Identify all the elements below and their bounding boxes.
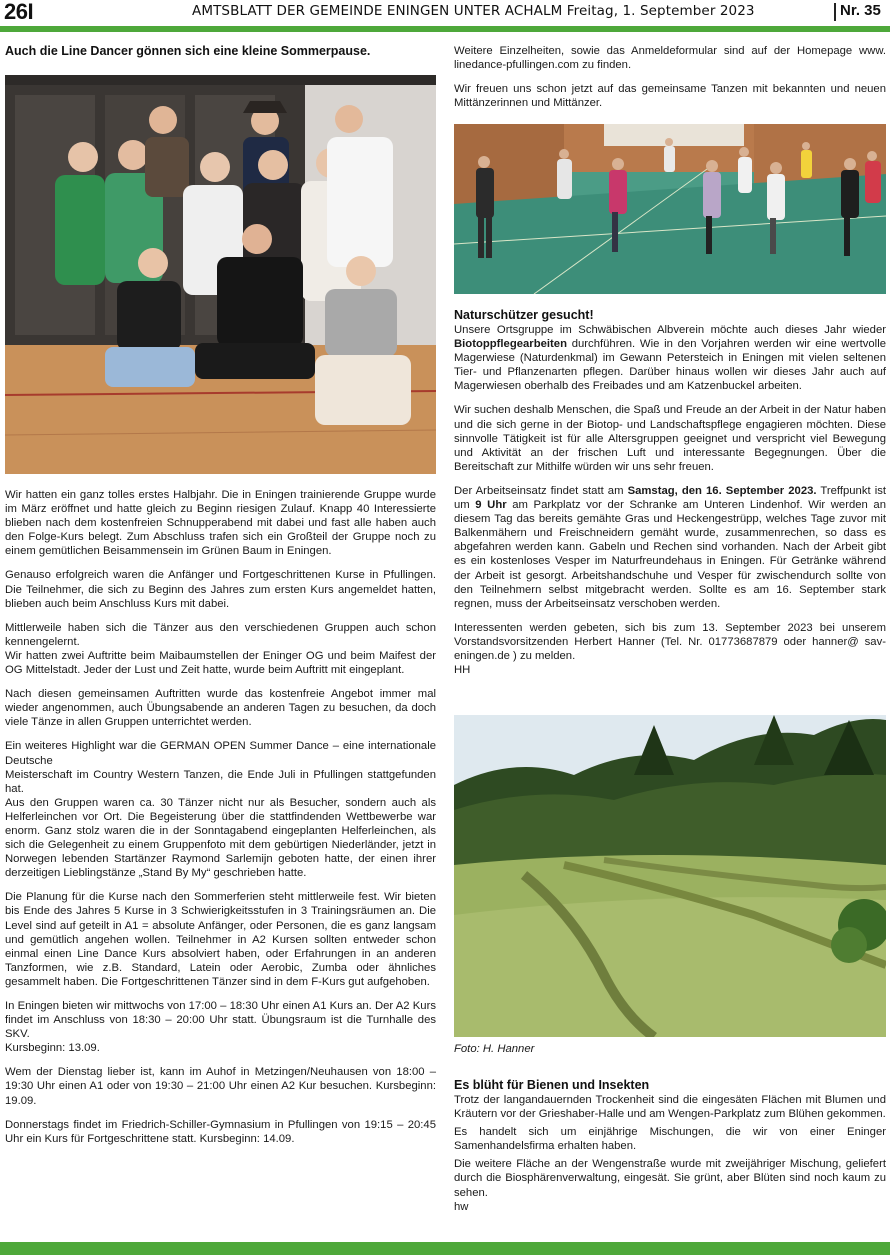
- text-run: Treffpunkt ist um: [454, 484, 886, 512]
- paragraph: Aus den Gruppen waren ca. 30 Tänzer nicht nur als Besucher, sondern auch als Helferleinchen vor Ort. Die Begeisterung über die stattfindenden Wettbewerbe war enorm. Ganz stolz waren die in der Sonntagabend eingeplanten Helferleinchen, als sich die Gelegenheit zu einem Gruppenfoto mit dem gebürtigen Niederländer, jetzt in Norwegen lebenden Startänzer Raymond Sarlemijn geboten hatte, der einen ihrer derzeitigen Lieblingstänze „Stand By My“ geschrieben hatte.: [5, 796, 436, 880]
- article-heading-line-dance: Auch die Line Dancer gönnen sich eine kleine Sommerpause.: [5, 44, 371, 58]
- meadow-photo: [454, 715, 886, 1037]
- photo-caption: Foto: H. Hanner: [454, 1043, 535, 1055]
- signature: HH: [454, 664, 471, 677]
- article-heading-bienen: Es blüht für Bienen und Insekten: [454, 1078, 650, 1092]
- text-run: Der Arbeitseinsatz findet statt am: [454, 484, 628, 497]
- bold-text: 9 Uhr: [475, 499, 507, 512]
- paragraph: Die Planung für die Kurse nach den Sommerferien steht mittlerweile fest. Wir bieten bis Ende des Jahres 5 Kurse in 3 Schwierigkeitsstufen in 3 Trainingsräumen an. Die Level sind auf geteilt in A1 = absolute Anfänger, oder Personen, die es ganz langsam und gemütlich angehen wollen. Teilnehmer in A2 Kursen sollten entweder schon einmal einen Line Dance Kurs absolviert haben, oder Erfahrungen in an anderen Tanzformen, wie z.B. Standard, Latein oder Aerobic, Zumba oder ähnliches gesammelt haben. Die Fortgeschrittenen Tänzer sind in dem F-Kurs gut aufgehoben.: [5, 891, 436, 988]
- header-rule: [0, 26, 890, 32]
- page-header: [0, 0, 890, 26]
- paragraph: Nach diesen gemeinsamen Auftritten wurde das kostenfreie Angebot immer mal wieder angenommen, auch Übungsabende an anderen Tagen zu besuchen, da doch viele Tänze in allen Gruppen unterrichtet werden.: [5, 688, 436, 729]
- text-run: Unsere Ortsgruppe im Schwäbischen Albverein möchte auch dieses Jahr wieder: [454, 324, 886, 336]
- footer-rule: [0, 1242, 890, 1255]
- paragraph: Meisterschaft im Country Western Tanzen, die Ende Juli in Pfullingen stattgefunden hat.: [5, 768, 436, 795]
- text-run: durchführen. Wie in den Vorjahren werden wir eine wertvolle Magerwiese (Naturdenkmal) im Gewann Petersteich in Eningen mit vielen seltenen Tier- und Pflanzenarten pflegen. Darüber hinaus wollen wir dieses Jahr auch auf Magerwiesen oberhalb des Freibades und am Katzenbuckel arbeiten.: [454, 338, 886, 393]
- group-photo: [5, 75, 436, 474]
- right-column-intro: [454, 44, 886, 110]
- paragraph: Weitere Einzelheiten, sowie das Anmeldeformular sind auf der Homepage www. linedance-pfullingen.com zu finden.: [454, 45, 886, 72]
- paragraph: [454, 323, 886, 393]
- publication-title: AMTSBLATT DER GEMEINDE ENINGEN UNTER ACHALM Freitag, 1. September 2023: [192, 3, 755, 19]
- paragraph: Kursbeginn: 13.09.: [5, 1042, 100, 1055]
- paragraph: Ein weiteres Highlight war die GERMAN OPEN Summer Dance – eine internationale Deutsche: [5, 740, 436, 767]
- bold-text: Samstag, den 16. September 2023.: [627, 484, 817, 497]
- header-separator: [834, 3, 836, 21]
- right-column-nature-article: [454, 308, 886, 677]
- text-run: am Parkplatz vor der Schranke am Unteren Lindenhof. Wir werden an diesem Tag das bereits gemähte Gras und Heckengestrüpp, welches Tage zuvor mit Balkenmähern und Freischneidern gemäht wurde, zusammenrechen, so dass es abgefahren werden kann. Gabeln und Rechen sind vorhanden. Nach der Arbeit gibt es ein kostenloses Vesper im Naturfreundehaus in Eningen. Für Getränke während der Arbeit ist gesorgt. Arbeitshandschuhe und Vesper für zwischendurch sollte von den Teilnehmern selbst mitgebracht werden. Sollte es am 16. September stark regnen, muss der Arbeitseinsatz verschoben werden.: [454, 499, 886, 610]
- paragraph: Wir freuen uns schon jetzt auf das gemeinsame Tanzen mit bekannten und neuen Mittänzerinnen und Mittänzer.: [454, 83, 886, 110]
- paragraph: Wem der Dienstag lieber ist, kann im Auhof in Metzingen/Neuhausen von 18:00 – 19:30 Uhr einen A1 oder von 19:30 – 21:00 Uhr einen A2 Kur besuchen. Kursbeginn: 19.09.: [5, 1066, 436, 1107]
- left-column-heading: [5, 44, 436, 59]
- paragraph: Wir hatten ein ganz tolles erstes Halbjahr. Die in Eningen trainierende Gruppe wurde im März eröffnet und hatte gleich zu Beginn riesigen Zulauf. Knapp 40 Interessierte blieben nach dem kostenfreien Schnupperabend mit dabei und fast alle haben auch den Folge-Kurs belegt. Zum Abschluss trafen sich ein Großteil der Gruppe noch zu einem gemütlichen Beisammensein im Grünen Baum in Eningen.: [5, 489, 436, 558]
- paragraph: [454, 484, 886, 611]
- paragraph: Es handelt sich um einjährige Mischungen, die wir von einer Eninger Samenhandelsfirma erhalten haben.: [454, 1126, 886, 1153]
- photo-caption-block: [454, 1042, 886, 1056]
- dance-hall-photo: [454, 124, 886, 294]
- paragraph: In Eningen bieten wir mittwochs von 17:00 – 18:30 Uhr einen A1 Kurs an. Der A2 Kurs findet im Anschluss von 18:30 – 20:00 Uhr statt. Übungsraum ist die Turnhalle des SKV.: [5, 1000, 436, 1041]
- bold-text: Biotoppflegearbeiten: [454, 338, 567, 351]
- paragraph: Wir hatten zwei Auftritte beim Maibaumstellen der Eninger OG und beim Maifest der OG Mittelstadt. Jeder der Lust und Zeit hatte, wurde beim Auftritt mit eingeplant.: [5, 649, 436, 677]
- paragraph: Mittlerweile haben sich die Tänzer aus den verschiedenen Gruppen auch schon kennengelernt.: [5, 621, 436, 648]
- right-column-bees-article: [454, 1078, 886, 1214]
- paragraph: Die weitere Fläche an der Wengenstraße wurde mit zweijähriger Mischung, geliefert durch die Biosphärenverwaltung, eingesät. Sie grünt, aber Blüten sind noch kaum zu sehen.: [454, 1158, 886, 1199]
- issue-number: Nr. 35: [840, 2, 881, 19]
- paragraph: Trotz der langandauernden Trockenheit sind die eingesäten Flächen mit Blumen und Kräutern vor der Grieshaber-Halle und am Wengen-Parkplatz zum Blühen gekommen.: [454, 1094, 886, 1121]
- paragraph: Wir suchen deshalb Menschen, die Spaß und Freude an der Arbeit in der Natur haben und die sich gerne in der Biotop- und Landschaftspflege engagieren möchten. Diese sinnvolle Tätigkeit ist für alle Altersgruppen geeignet und verspricht viel Bewegung und Aktivität an der frischen Luft und interessante Begegnungen. Über die Bereitschaft zur Mithilfe würden wir uns sehr freuen.: [454, 404, 886, 473]
- paragraph: Interessenten werden gebeten, sich bis zum 13. September 2023 bei unserem Vorstandsvorsitzenden Herbert Hanner (Tel. Nr. 01773687879 oder hanner@ sav-eningen.de ) zu melden.: [454, 621, 886, 662]
- left-column-body: [5, 488, 436, 1146]
- paragraph: Donnerstags findet im Friedrich-Schiller-Gymnasium in Pfullingen von 19:15 – 20:45 Uhr ein Kurs für Fortgeschrittene statt. Kursbeginn: 14.09.: [5, 1118, 436, 1145]
- article-heading-naturschuetzer: Naturschützer gesucht!: [454, 308, 594, 322]
- page-number: 26I: [4, 0, 34, 24]
- paragraph: Genauso erfolgreich waren die Anfänger und Fortgeschrittenen Kurse in Pfullingen. Die Teilnehmer, die sich zu Beginn des Jahres zum ersten Kurs angemeldet hatten, blieben auch beim Anschluss Kurs mit dabei.: [5, 569, 436, 610]
- signature: hw: [454, 1200, 469, 1213]
